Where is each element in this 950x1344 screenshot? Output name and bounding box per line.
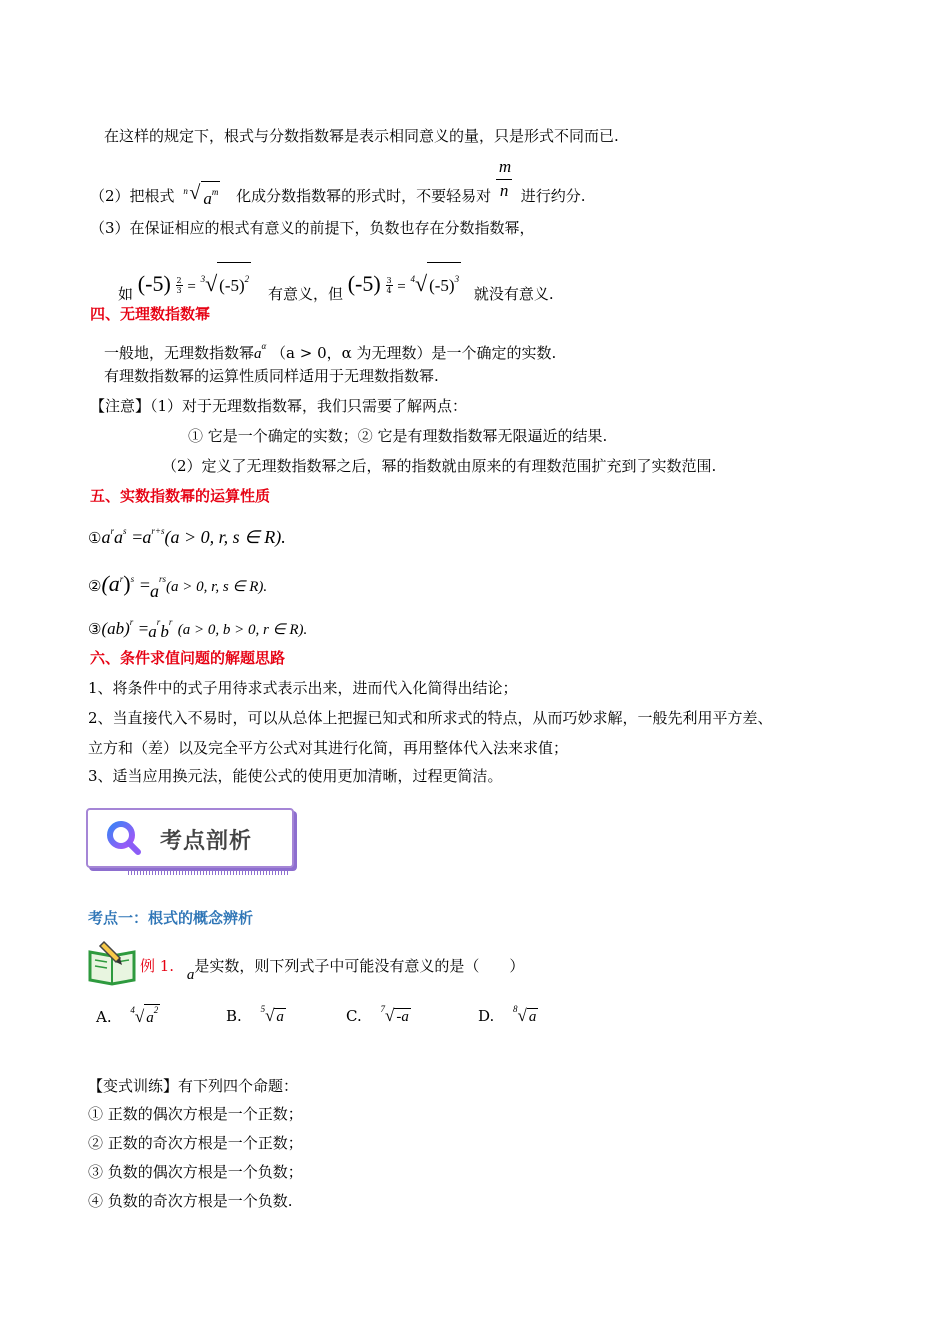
intro-line: 在这样的规定下，根式与分数指数幂是表示相同意义的量，只是形式不同而已. bbox=[104, 127, 619, 145]
sec4-line2: 有理数指数幂的运算性质同样适用于无理数指数幂. bbox=[104, 367, 439, 385]
example-1-text: 是实数，则下列式子中可能没有意义的是（ ） bbox=[194, 957, 525, 975]
variant-item-4: ④ 负数的奇次方根是一个负数. bbox=[88, 1192, 293, 1210]
exp-2-3: $\frac{2}{3}$ bbox=[176, 276, 182, 295]
variant-title: 【变式训练】有下列四个命题： bbox=[88, 1077, 299, 1095]
note-2-middle: 化成分数指数幂的形式时，不要轻易对 bbox=[236, 187, 492, 205]
fraction-denominator: n bbox=[499, 181, 509, 200]
note-2-suffix: 进行约分. bbox=[520, 187, 586, 205]
sec6-item-1: 1、将条件中的式子用待求式表示出来，进而代入化简得出结论； bbox=[88, 679, 518, 697]
sec4-note-1b: ① 它是一个确定的实数；② 它是有理数指数幂无限逼近的结果. bbox=[188, 427, 608, 445]
sec4-math-exp: α bbox=[261, 341, 267, 351]
sec4-line1 bbox=[104, 336, 556, 364]
meaningless-text: 就没有意义. bbox=[473, 285, 554, 303]
sec4-note-1 bbox=[90, 396, 467, 416]
rule-2-condition: (a > 0, r, s ∈ R). bbox=[166, 579, 268, 595]
example-1-label: 例 1. bbox=[140, 957, 175, 975]
sec4-math-a: a bbox=[254, 346, 262, 362]
rule-3-condition: (a > 0, b > 0, r ∈ R). bbox=[177, 622, 308, 638]
equals-b: = bbox=[397, 279, 406, 295]
radical-sign: √ bbox=[189, 182, 201, 204]
variant-item-3: ③ 负数的偶次方根是一个负数； bbox=[88, 1163, 303, 1181]
section-4-title: 四、无理数指数幂 bbox=[90, 305, 211, 323]
search-icon bbox=[106, 820, 142, 856]
example-1 bbox=[140, 956, 525, 983]
rule-2-mark: ② bbox=[88, 577, 102, 595]
meaningful-text: 有意义，但 bbox=[267, 285, 343, 303]
rule-1-mark: ① bbox=[88, 529, 102, 547]
book-pencil-icon bbox=[86, 938, 138, 986]
variant-item-1: ① 正数的偶次方根是一个正数； bbox=[88, 1105, 303, 1123]
option-d[interactable]: D. $^8$√ a bbox=[478, 1004, 537, 1025]
radicand-a: $(-5)^2$ bbox=[217, 262, 251, 302]
radicand: $a^m$ bbox=[201, 181, 220, 209]
example-line bbox=[118, 262, 554, 303]
note-3: （3）在保证相应的根式有意义的前提下，负数也存在分数指数幂， bbox=[90, 219, 535, 237]
sec6-item-2b: 立方和（差）以及完全平方公式对其进行化简，再用整体代入法来求值； bbox=[88, 739, 569, 757]
topic-1-title: 考点一：根式的概念辨析 bbox=[88, 909, 254, 927]
option-b[interactable]: B. $^5$√ a bbox=[226, 1004, 284, 1025]
radical-a: √ bbox=[205, 271, 218, 296]
note-2-prefix: （2）把根式 bbox=[90, 187, 175, 205]
section-5-title: 五、实数指数幂的运算性质 bbox=[90, 487, 271, 505]
root-expression bbox=[179, 182, 231, 208]
exp-3-4: $\frac{3}{4}$ bbox=[386, 276, 392, 295]
equals-a: = bbox=[187, 279, 196, 295]
rule-3-mark: ③ bbox=[88, 620, 102, 638]
base-neg5-a: (-5) bbox=[137, 271, 171, 296]
rule-1: $①a^ra^s =a^{r+s}(a > 0$, r, s ∈ R). bbox=[88, 526, 286, 547]
example-1-var: a bbox=[186, 967, 195, 983]
ru-text: 如 bbox=[118, 285, 134, 303]
section-badge bbox=[86, 808, 294, 868]
radicand-b: $(-5)^3$ bbox=[427, 262, 461, 302]
sec4-line1-cond: （a > 0，α 为无理数）是一个确定的实数. bbox=[271, 344, 557, 362]
radical-b: √ bbox=[415, 271, 428, 296]
option-c[interactable]: C. $^7$√ -a bbox=[346, 1004, 409, 1025]
root-index: n bbox=[183, 186, 188, 196]
sec6-item-2a: 2、当直接代入不易时，可以从总体上把握已知式和所求式的特点，从而巧妙求解，一般先利用平方差、 bbox=[88, 709, 773, 727]
root-index-3: 3 bbox=[200, 274, 206, 284]
option-a[interactable]: A. $^4$√ $a^2$ bbox=[96, 1005, 159, 1026]
variant-item-2: ② 正数的奇次方根是一个正数； bbox=[88, 1134, 303, 1152]
root-index-4: 4 bbox=[410, 274, 416, 284]
sec4-note-2: （2）定义了无理数指数幂之后，幂的指数就由原来的有理数范围扩充到了实数范围. bbox=[162, 457, 717, 475]
badge-stripe bbox=[128, 870, 288, 875]
fraction-m-over-n bbox=[496, 157, 516, 207]
rule-1-condition: (a > 0, r, s ∈ R). bbox=[164, 527, 286, 547]
sec6-item-3: 3、适当应用换元法，能使公式的使用更加清晰，过程更简洁。 bbox=[88, 767, 503, 785]
note-2 bbox=[90, 157, 586, 208]
fraction-numerator: m bbox=[498, 157, 512, 176]
fraction-bar bbox=[496, 179, 512, 180]
rule-2: $②(a^r)^s =a^{rs}(a > 0$, r, s ∈ R). bbox=[88, 571, 268, 601]
base-neg5-b: (-5) bbox=[347, 271, 381, 296]
section-6-title: 六、条件求值问题的解题思路 bbox=[90, 649, 286, 667]
sec4-line1-pre: 一般地，无理数指数幂 bbox=[104, 344, 255, 362]
note-1-text: （1）对于无理数指数幂，我们只需要了解两点： bbox=[150, 397, 468, 415]
rule-3: ③(ab)$^r$ $=a^rb^r$ (a > 0, b > 0, r ∈ R). bbox=[88, 617, 308, 641]
note-label: 【注意】 bbox=[90, 397, 151, 415]
badge-label: 考点剖析 bbox=[160, 829, 253, 854]
